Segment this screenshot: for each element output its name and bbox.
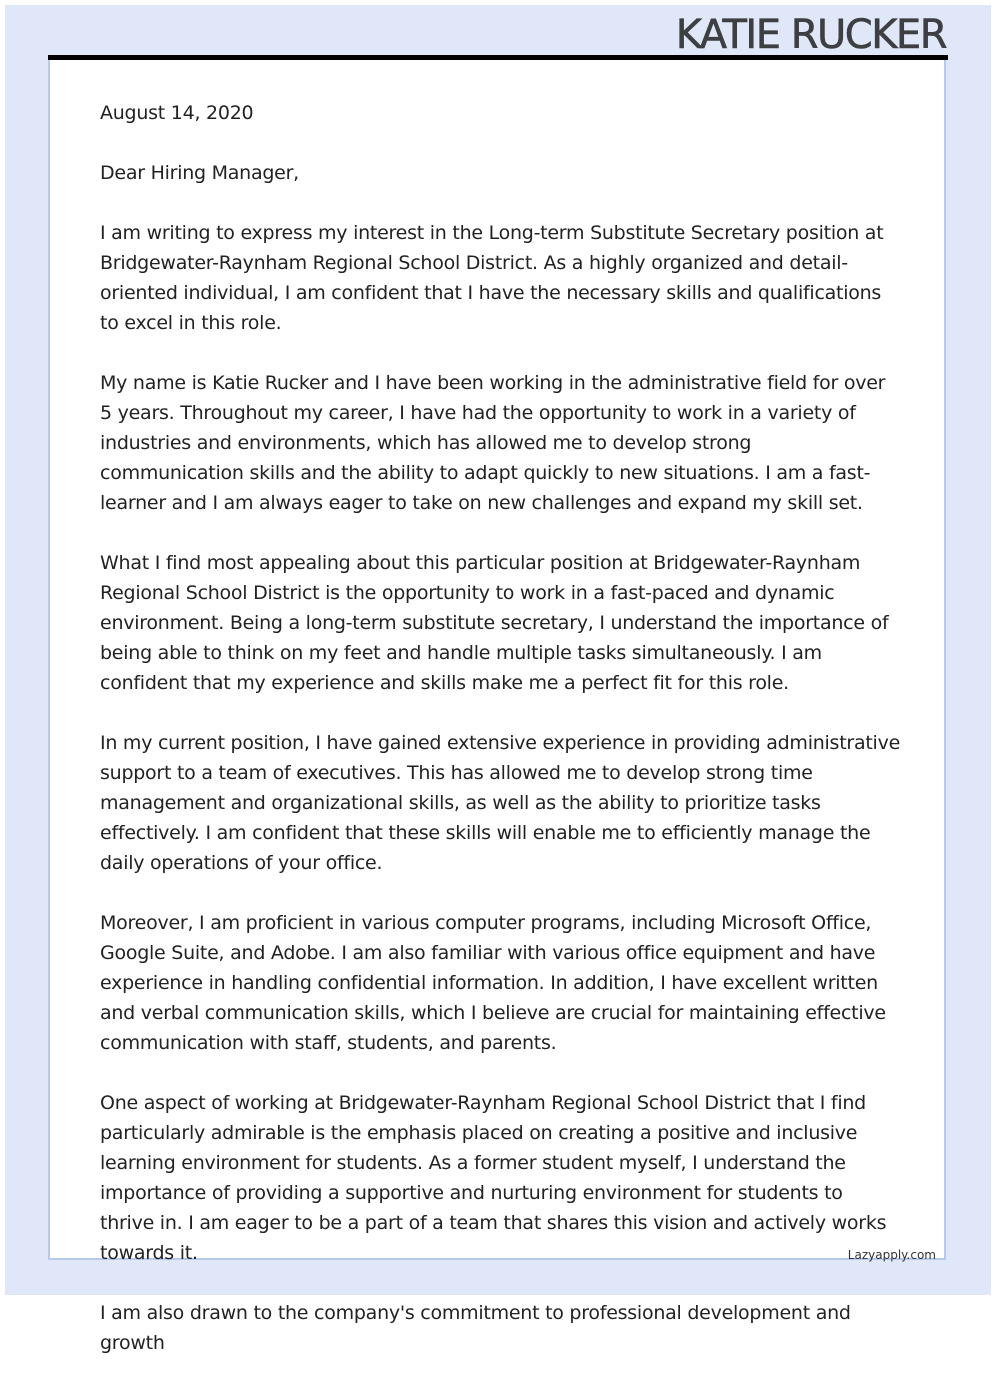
letter-paragraph-4: In my current position, I have gained extensive experience in providing administrative support to a team of executives. This has allowed me to develop strong time management and organizational skills, as well as the ability to prioritize tasks effectively. I am confident that these skills will enable me to efficiently manage the daily operations of your office. bbox=[100, 732, 901, 874]
letter-paragraph-5: Moreover, I am proficient in various computer programs, including Microsoft Office, Google Suite, and Adobe. I am also familiar with various office equipment and have experience in handling confidential information. In addition, I have excellent written and verbal communication skills, which I believe are crucial for maintaining effective communication with staff, students, and parents. bbox=[100, 912, 886, 1054]
letter-paragraph-2: My name is Katie Rucker and I have been working in the administrative field for over 5 years. Throughout my career, I have had the opportunity to work in a variety of industries and environments, which has allowed me to develop strong communication skills and the ability to adapt quickly to new situations. I am a fast-learner and I am always eager to take on new challenges and expand my skill set. bbox=[100, 372, 886, 514]
applicant-name: KATIE RUCKER bbox=[675, 12, 946, 58]
watermark-text[interactable]: Lazyapply.com bbox=[847, 1248, 936, 1262]
letter-body bbox=[100, 98, 900, 1388]
letter-date: August 14, 2020 bbox=[100, 102, 254, 124]
letter-paragraph-6: One aspect of working at Bridgewater-Raynham Regional School District that I find particularly admirable is the emphasis placed on creating a positive and inclusive learning environment for students. As a former student myself, I understand the importance of providing a supportive and nurturing environment for students to thrive in. I am eager to be a part of a team that shares this vision and actively works towards it. bbox=[100, 1092, 887, 1264]
letter-paragraph-7: I am also drawn to the company's commitment to professional development and growth bbox=[100, 1302, 851, 1354]
letter-paragraph-1: I am writing to express my interest in the Long-term Substitute Secretary position at Bridgewater-Raynham Regional School District. As a highly organized and detail-oriented individual, I am confident that I have the necessary skills and qualifications to excel in this role. bbox=[100, 222, 884, 334]
letter-paragraph-3: What I find most appealing about this particular position at Bridgewater-Raynham Regional School District is the opportunity to work in a fast-paced and dynamic environment. Being a long-term substitute secretary, I understand the importance of being able to think on my feet and handle multiple tasks simultaneously. I am confident that my experience and skills make me a perfect fit for this role. bbox=[100, 552, 889, 694]
letter-salutation: Dear Hiring Manager, bbox=[100, 162, 299, 184]
